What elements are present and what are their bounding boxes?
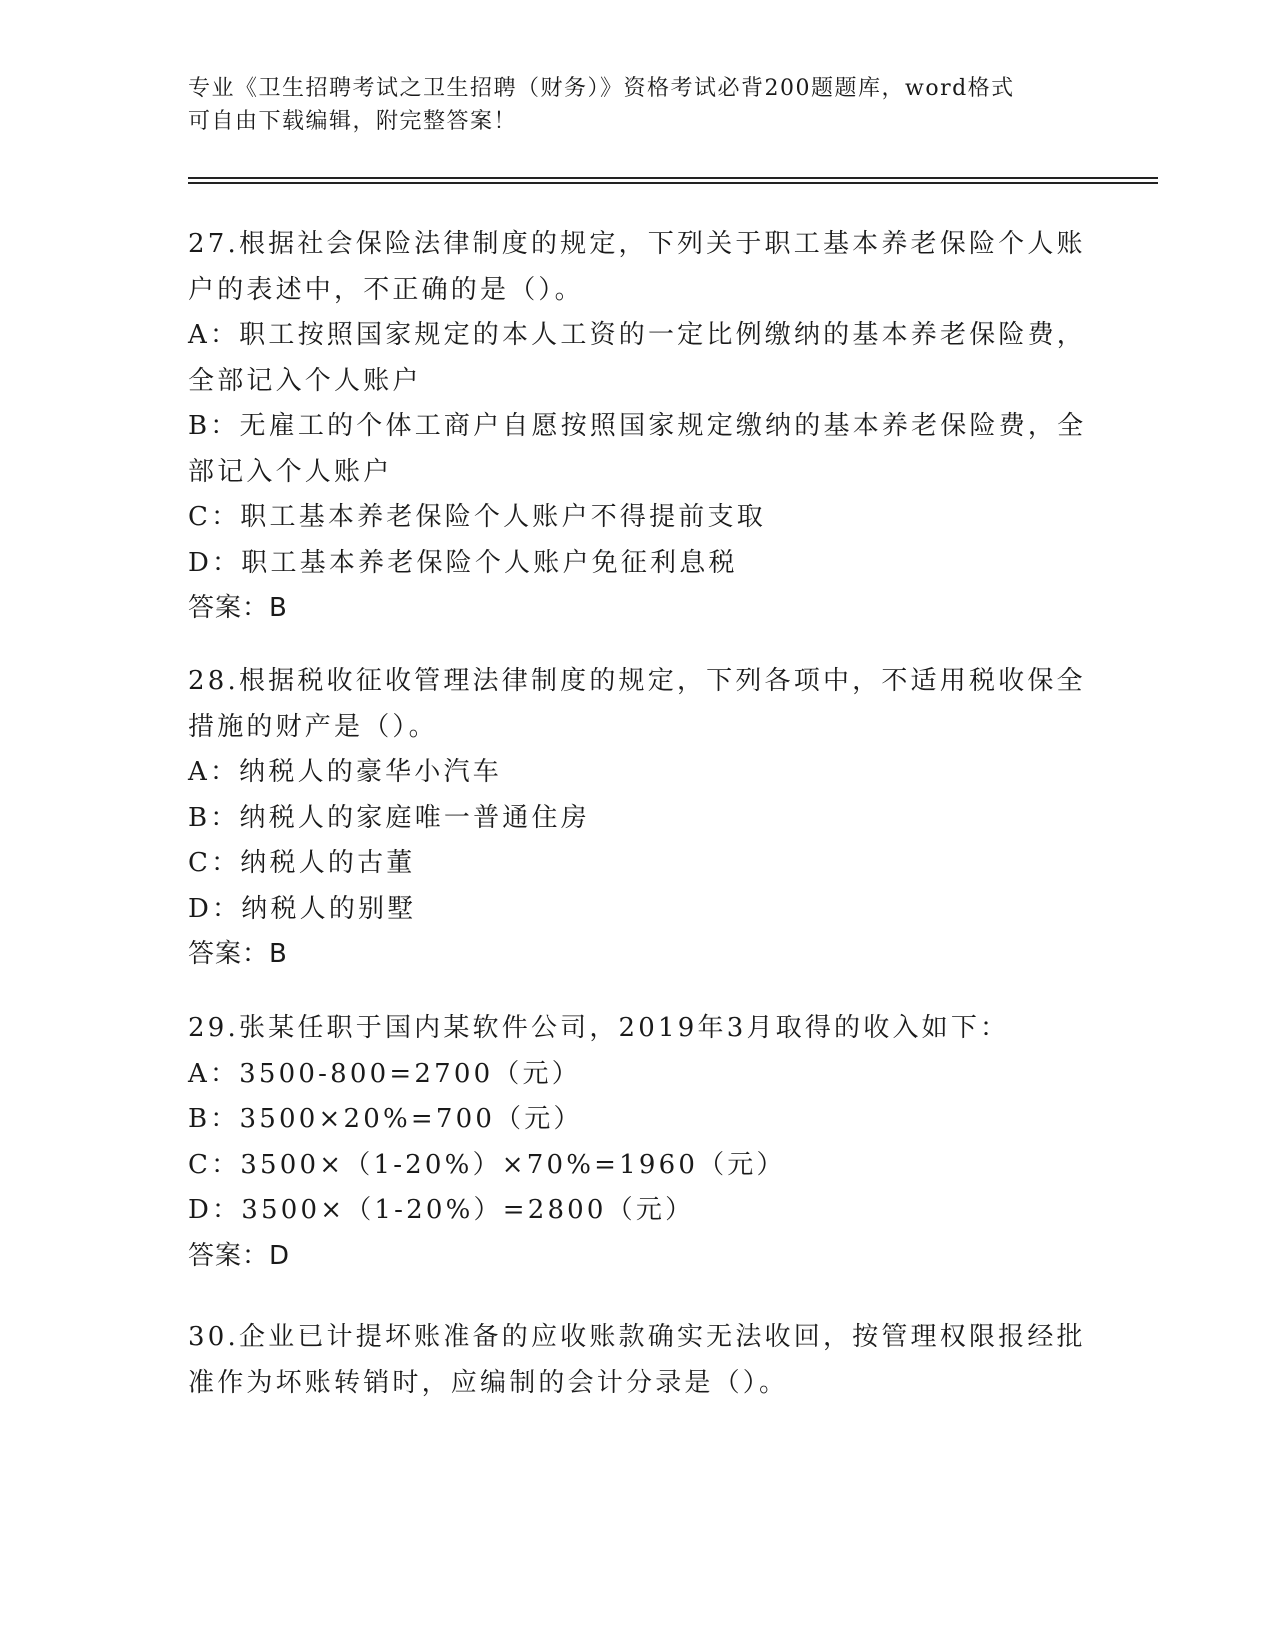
question-stem-line: 准作为坏账转销时，应编制的会计分录是（）。 <box>188 1367 789 1398</box>
option-c: C：3500×（1-20%）×70%=1960（元） <box>188 1149 786 1180</box>
option-d: D：职工基本养老保险个人账户免征利息税 <box>188 547 738 578</box>
answer-line: 答案：B <box>188 939 288 969</box>
option-a-continued: 全部记入个人账户 <box>188 365 422 396</box>
option-b: B：纳税人的家庭唯一普通住房 <box>188 802 590 833</box>
question-stem-line: 30.企业已计提坏账准备的应收账款确实无法收回，按管理权限报经批 <box>188 1322 1086 1352</box>
question-stem-line: 28.根据税收征收管理法律制度的规定，下列各项中，不适用税收保全 <box>188 666 1086 696</box>
option-c: C：纳税人的古董 <box>188 848 416 878</box>
header-line-1: 专业《卫生招聘考试之卫生招聘（财务）》资格考试必背200题题库，word格式 <box>188 76 1015 101</box>
header-divider-top <box>188 177 1158 179</box>
option-a: A：职工按照国家规定的本人工资的一定比例缴纳的基本养老保险费， <box>188 320 1086 350</box>
option-d: D：3500×（1-20%）=2800（元） <box>188 1195 695 1225</box>
option-d: D：纳税人的别墅 <box>188 893 417 924</box>
question-29 <box>188 1006 1088 1279</box>
question-28 <box>188 659 1088 978</box>
document-header <box>188 72 1088 138</box>
option-a: A：纳税人的豪华小汽车 <box>188 757 502 787</box>
question-stem-line: 户的表述中，不正确的是（）。 <box>188 274 584 305</box>
option-b: B：无雇工的个体工商户自愿按照国家规定缴纳的基本养老保险费，全 <box>188 411 1087 441</box>
answer-line: 答案：D <box>188 1240 291 1271</box>
option-b-continued: 部记入个人账户 <box>188 456 393 487</box>
question-stem-line: 29.张某任职于国内某软件公司，2019年3月取得的收入如下： <box>188 1013 1010 1043</box>
header-line-2: 可自由下载编辑，附完整答案！ <box>188 109 518 134</box>
option-c: C：职工基本养老保险个人账户不得提前支取 <box>188 502 766 532</box>
option-a: A：3500-800=2700（元） <box>188 1058 581 1089</box>
option-b: B：3500×20%=700（元） <box>188 1104 583 1134</box>
answer-line: 答案：B <box>188 593 288 623</box>
header-divider-bottom <box>188 182 1158 184</box>
question-stem-line: 27.根据社会保险法律制度的规定，下列关于职工基本养老保险个人账 <box>188 229 1086 259</box>
question-30 <box>188 1315 1088 1406</box>
question-stem-line: 措施的财产是（）。 <box>188 711 438 742</box>
question-27 <box>188 222 1088 632</box>
